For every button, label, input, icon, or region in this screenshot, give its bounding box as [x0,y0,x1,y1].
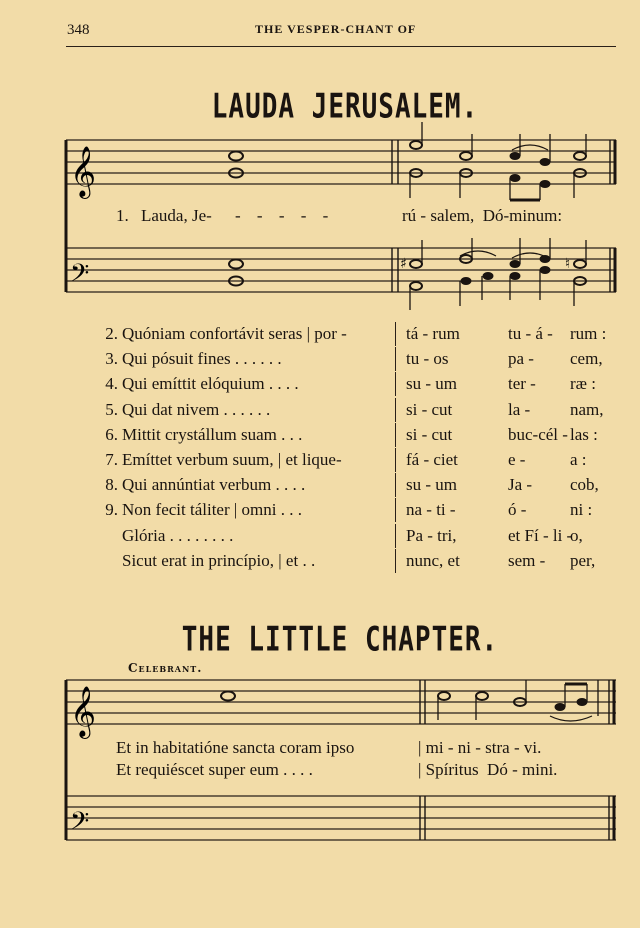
verse-1-dashes: - - - - - [235,206,335,225]
verse-syllable: Pa - tri, [406,525,457,545]
verse-syllable: rum : [570,324,607,343]
verse-number: 8. [105,475,118,495]
chapter-line-right: | mi - ni - stra - vi. [418,738,542,757]
svg-text:♯: ♯ [400,256,407,272]
verse-1-right: rú - salem, Dó-minum: [402,206,563,225]
verse-number: 2. [105,324,118,343]
verse-text: Non fecit táliter | omni . . . [122,500,302,520]
psalm-title: LAUDA JERUSALEM. [211,87,479,127]
verse-text: Qui pósuit fines . . . . . . [122,349,282,369]
treble-clef-icon-2: 𝄞 [70,686,97,737]
verse-number: 3. [105,349,118,369]
verse-text: Sicut erat in princípio, | et . . [122,550,316,570]
verse-syllable: tá - rum [406,324,460,343]
chapter-line-left: Et requiéscet super eum . . . . [116,760,313,779]
verse-syllable: pa - [508,349,534,369]
bass-clef-icon-2: 𝄢 [70,807,90,842]
verse-text: Qui dat nivem . . . . . . [122,399,271,419]
verse-syllable: cob, [570,475,599,495]
verse-number: 4. [105,374,118,394]
chapter-line-right: | Spíritus Dó - mini. [418,760,558,779]
verse-text: Qui annúntiat verbum . . . . [122,475,306,495]
treble-clef-icon: 𝄞 [70,146,97,197]
page-number: 348 [67,22,90,38]
verse-1-text: Lauda, Je- [141,206,212,225]
verse-syllable: tu - á - [508,324,553,343]
verse-text: Quóniam confortávit seras | por - [122,324,347,343]
chapter-line-left: Et in habitatióne sancta coram ipso [116,738,355,757]
verse-text: Glória . . . . . . . . [122,525,234,545]
verse-syllable: ó - [508,500,527,520]
verse-syllable: fá - ciet [406,450,458,469]
bass-clef-icon: 𝄢 [70,259,90,294]
verse-number: 6. [105,424,118,444]
verse-1-number: 1. [116,206,129,225]
verse-syllable: su - um [406,475,457,495]
verse-syllable: sem - [508,550,546,570]
verse-text: Qui emíttit elóquium . . . . [122,374,299,394]
verse-syllable: ter - [508,374,536,394]
verse-syllable: buc-cél - [508,424,568,444]
verse-number: 9. [105,500,118,520]
role-label: Celebrant. [128,661,203,675]
verse-syllable: nunc, et [406,550,460,570]
verse-number: 5. [105,399,118,419]
verse-syllable: cem, [570,349,603,369]
verse-syllable: si - cut [406,424,453,444]
verse-syllable: o, [570,525,583,545]
verse-number: 7. [105,450,118,469]
verse-syllable: e - [508,450,526,469]
verse-syllable: Ja - [508,475,533,495]
verse-text: Emíttet verbum suum, | et lique- [122,450,342,469]
verse-syllable: nam, [570,399,604,419]
verse-syllable: et Fí - li - [508,525,573,545]
verse-syllable: na - ti - [406,500,456,520]
verse-syllable: ræ : [570,374,596,394]
svg-text:♮: ♮ [565,256,571,272]
verse-syllable: ni : [570,500,593,520]
verse-syllable: su - um [406,374,457,394]
verse-syllable: las : [570,424,598,444]
verse-text: Mittit crystállum suam . . . [122,424,303,444]
verse-syllable: si - cut [406,399,453,419]
chapter-title: THE LITTLE CHAPTER. [181,620,499,660]
verse-syllable: la - [508,399,531,419]
verse-syllable: per, [570,550,596,570]
verse-syllable: tu - os [406,349,449,369]
verse-syllable: a : [570,450,587,469]
running-head: THE VESPER-CHANT OF [255,22,417,36]
